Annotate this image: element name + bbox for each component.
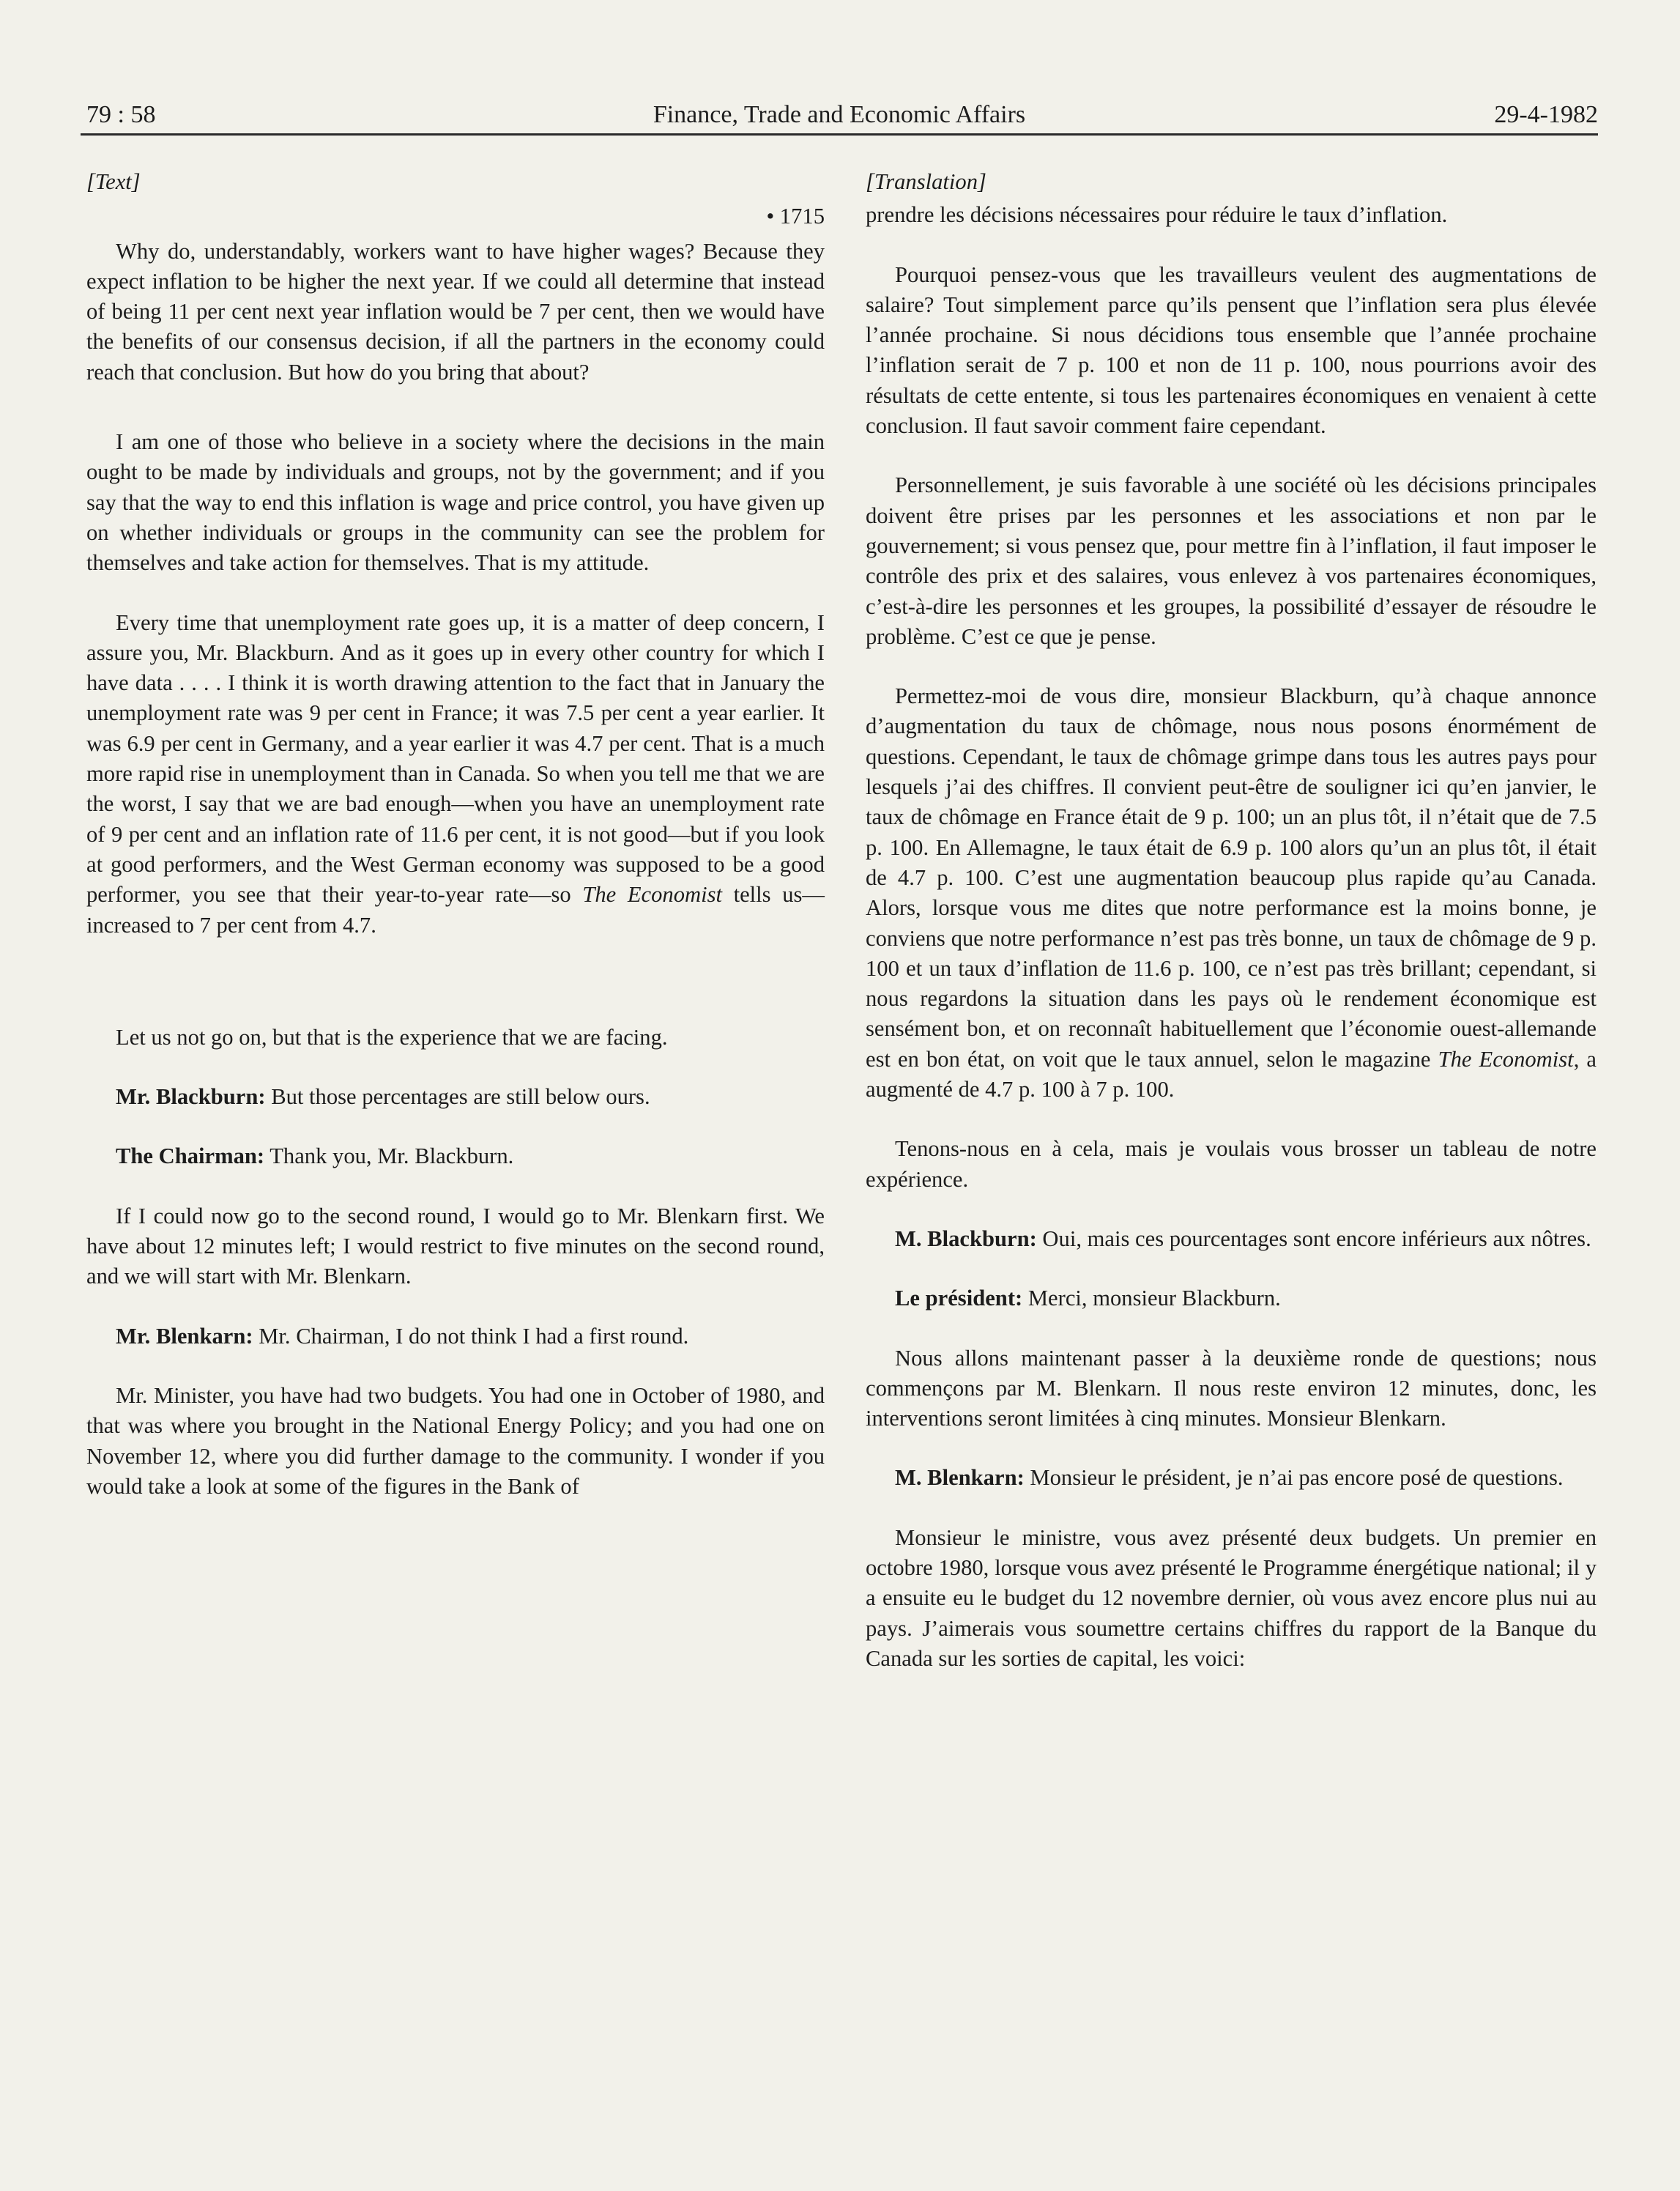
english-column	[86, 167, 825, 1531]
speaker-paragraph: Le président: Merci, monsieur Blackburn.	[895, 1286, 1281, 1311]
speaker-name: Mr. Blackburn:	[116, 1084, 266, 1110]
paragraph: Personnellement, je suis favorable à une société où les décisions principales doivent être prises par les personnes et les associations et non par le gouvernement; si vous pensez que, pour mettre fin à l’inflation, il faut imposer le contrôle des prix et des salaires, vous enlevez à vos partenaires économiques, c’est-à-dire les personnes et les groupes, la possibilité d’essayer de résoudre le problème. C’est ce que je pense.	[866, 472, 1597, 649]
page-number: 79 : 58	[86, 101, 156, 128]
paragraph: Nous allons maintenant passer à la deuxième ronde de questions; nous commençons par M. Blenkarn. Il nous reste environ 12 minutes, donc, les interventions seront limitées à cinq minutes. Monsieur Blenkarn.	[866, 1345, 1597, 1431]
paragraph: Tenons-nous en à cela, mais je voulais vous brosser un tableau de notre expérience.	[866, 1136, 1597, 1192]
page-header	[81, 95, 1598, 136]
paragraph: Permettez-moi de vous dire, monsieur Blackburn, qu’à chaque annonce d’augmentation du taux de chômage, nous nous posons énormément de questions. Cependant, le taux de chômage grimpe dans tous les autres pays pour lesquels j’ai des chiffres. Il convient peut-être de souligner ici qu’en janvier, le taux de chômage en France était de 9 p. 100; un an plus tôt, il n’était que de 7.5 p. 100. En Allemagne, le taux était de 6.9 p. 100 alors qu’un an plus tôt, il était de 4.7 p. 100. C’est une augmentation beaucoup plus rapide qu’au Canada. Alors, lorsque vous me dites que notre performance est la moins bonne, je conviens que notre performance n’est pas très bonne, un taux de chômage de 9 p. 100 et un taux d’inflation de 11.6 p. 100, ce n’est pas très brillant; cependant, si nous regardons la situation dans les pays où le rendement économique est sensément bon, et on reconnaît habituellement que l’économie ouest-allemande est en bon état, on voit que le taux annuel, selon le magazine The Economist, a augmenté de 4.7 p. 100 à 7 p. 100.	[866, 683, 1597, 1102]
text-label: [Text]	[86, 169, 141, 194]
speaker-paragraph: M. Blackburn: Oui, mais ces pourcentages sont encore inférieurs aux nôtres.	[895, 1226, 1591, 1251]
time-marker: • 1715	[766, 204, 825, 229]
speaker-paragraph: M. Blenkarn: Monsieur le président, je n’ai pas encore posé de questions.	[895, 1465, 1564, 1491]
speaker-paragraph: Mr. Blenkarn: Mr. Chairman, I do not think I had a first round.	[116, 1323, 689, 1349]
speaker-paragraph: Mr. Blackburn: But those percentages are still below ours.	[116, 1084, 650, 1110]
paragraph: Monsieur le ministre, vous avez présenté deux budgets. Un premier en octobre 1980, lorsque vous avez présenté le Programme énergétique national; il y a ensuite eu le budget du 12 novembre dernier, où vous avez encore plus nui au pays. J’aimerais vous soumettre certains chiffres du rapport de la Banque du Canada sur les sorties de capital, les voici:	[866, 1524, 1597, 1671]
paragraph: If I could now go to the second round, I would go to Mr. Blenkarn first. We have about 12 minutes left; I would restrict to five minutes on the second round, and we will start with Mr. Blenkarn.	[86, 1203, 825, 1289]
speaker-name: M. Blackburn:	[895, 1226, 1037, 1251]
paragraph: I am one of those who believe in a society where the decisions in the main ought to be made by individuals and groups, not by the government; and if you say that the way to end this inflation is wage and price control, you have given up on whether individuals or groups in the community can see the problem for themselves and take action for themselves. That is my attitude.	[86, 429, 825, 576]
paragraph: Pourquoi pensez-vous que les travailleurs veulent des augmentations de salaire? Tout simplement parce qu’ils pensent que l’inflation sera plus élevée l’année prochaine. Si nous décidions tous ensemble que l’année prochaine l’inflation serait de 7 p. 100 et non de 11 p. 100, nous pourrions avoir des résultats de cette entente, si tous les partenaires économiques en venaient à cette conclusion. Il faut savoir comment faire cependant.	[866, 262, 1597, 439]
paragraph: Why do, understandably, workers want to have higher wages? Because they expect inflation to be higher the next year. If we could all determine that instead of being 11 per cent next year inflation would be 7 per cent, then we would have the benefits of our consensus decision, if all the partners in the economy could reach that conclusion. But how do you bring that about?	[86, 238, 825, 385]
paragraph: Mr. Minister, you have had two budgets. You had one in October of 1980, and that was where you brought in the National Energy Policy; and you had one on November 12, where you did further damage to the community. I wonder if you would take a look at some of the figures in the Bank of	[86, 1382, 825, 1499]
running-title: Finance, Trade and Economic Affairs	[653, 101, 1026, 128]
page-date: 29-4-1982	[1494, 101, 1598, 128]
paragraph: prendre les décisions nécessaires pour réduire le taux d’inflation.	[866, 202, 1448, 228]
paragraph: Every time that unemployment rate goes up, it is a matter of deep concern, I assure you, Mr. Blackburn. And as it goes up in every other country for which I have data . . . . I think it is worth drawing attention to the fact that in January the unemployment rate was 9 per cent in France; it was 7.5 per cent a year earlier. It was 6.9 per cent in Germany, and a year earlier it was 4.7 per cent. That is a much more rapid rise in unemployment than in Canada. So when you tell me that we are the worst, I say that we are bad enough—when you have an unemployment rate of 9 per cent and an inflation rate of 11.6 per cent, it is not good—but if you look at good performers, and the West German economy was supposed to be a good performer, you see that their year-to-year rate—so The Economist tells us—increased to 7 per cent from 4.7.	[86, 609, 825, 938]
translation-label: [Translation]	[866, 169, 986, 194]
speaker-paragraph: The Chairman: Thank you, Mr. Blackburn.	[116, 1143, 514, 1169]
speaker-name: Le président:	[895, 1286, 1023, 1311]
french-column	[866, 167, 1597, 1703]
speaker-name: The Chairman:	[116, 1143, 265, 1169]
speaker-name: Mr. Blenkarn:	[116, 1323, 253, 1349]
paragraph: Let us not go on, but that is the experience that we are facing.	[116, 1024, 668, 1050]
speaker-name: M. Blenkarn:	[895, 1465, 1025, 1491]
